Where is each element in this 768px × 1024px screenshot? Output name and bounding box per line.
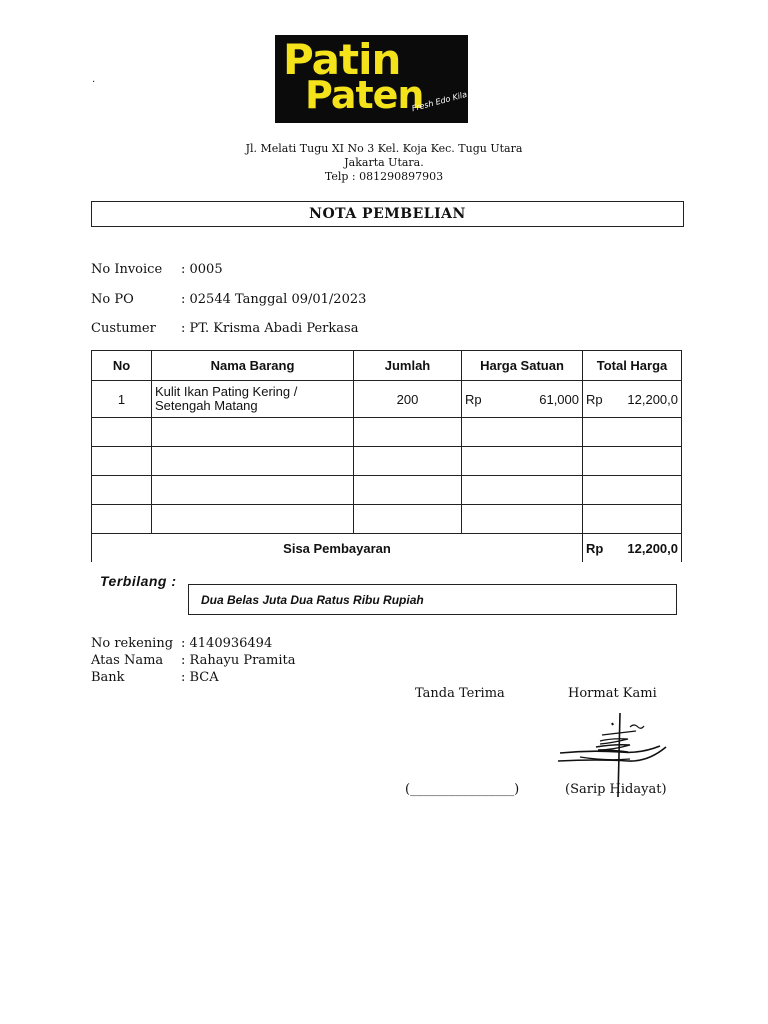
header-total-price: Total Harga (583, 351, 682, 381)
row-item-name (152, 381, 354, 418)
header-no: No (92, 351, 152, 381)
header-unit-price: Harga Satuan (462, 351, 583, 381)
row-quantity: 200 (354, 381, 462, 418)
bank-value: : BCA (181, 670, 219, 685)
customer-value: : PT. Krisma Abadi Perkasa (181, 321, 359, 336)
table-row-empty (92, 418, 682, 447)
item-name-line1: Kulit Ikan Pating Kering / (155, 384, 298, 399)
po-value: : 02544 Tanggal 09/01/2023 (181, 292, 367, 307)
table-header-row (92, 351, 682, 381)
row-total-price (583, 381, 682, 418)
header-item-name: Nama Barang (152, 351, 354, 381)
address-line-1: Jl. Melati Tugu XI No 3 Kel. Koja Kec. Tugu Utara (245, 142, 523, 155)
amount-in-words-box: Dua Belas Juta Dua Ratus Ribu Rupiah (188, 584, 677, 615)
sender-signature-label: Hormat Kami (568, 686, 657, 701)
customer-label: Custumer (91, 321, 156, 336)
logo-text-line2: Paten (305, 73, 424, 117)
document-title: NOTA PEMBELIAN (91, 201, 684, 227)
receiver-signature-label: Tanda Terima (415, 686, 505, 701)
invoice-value: : 0005 (181, 262, 223, 277)
invoice-label: No Invoice (91, 262, 163, 277)
remaining-payment-label: Sisa Pembayaran (92, 534, 583, 563)
address-line-2: Jakarta Utara. (344, 156, 424, 169)
total-price-value: 12,200,0 (627, 391, 678, 407)
row-unit-price (462, 381, 583, 418)
table-row (92, 381, 682, 418)
table-row-empty (92, 505, 682, 534)
po-label: No PO (91, 292, 134, 307)
unit-price-currency: Rp (465, 391, 482, 407)
remaining-payment-cell (583, 534, 682, 563)
row-no: 1 (92, 381, 152, 418)
unit-price-value: 61,000 (539, 391, 579, 407)
account-number-value: : 4140936494 (181, 636, 273, 651)
company-logo (275, 35, 468, 123)
remaining-payment-row (92, 534, 682, 563)
remaining-payment-currency: Rp (586, 540, 604, 556)
remaining-payment-value: 12,200,0 (627, 540, 678, 556)
account-name-value: : Rahayu Pramita (181, 653, 296, 668)
item-name-line2: Setengah Matang (155, 398, 258, 413)
logo-tagline: Fresh Edo Kila (410, 89, 468, 114)
bank-label: Bank (91, 670, 125, 685)
logo-text-line1: Patin (283, 35, 401, 84)
header-quantity: Jumlah (354, 351, 462, 381)
account-number-label: No rekening (91, 636, 174, 651)
stray-dot: . (92, 74, 96, 85)
amount-in-words-label: Terbilang : (100, 573, 177, 589)
items-table (91, 350, 682, 562)
phone-number: Telp : 081290897903 (324, 170, 444, 183)
table-row-empty (92, 447, 682, 476)
receiver-signature-line: (________________) (405, 782, 520, 797)
table-row-empty (92, 476, 682, 505)
total-price-currency: Rp (586, 391, 603, 407)
sender-name: (Sarip Hidayat) (565, 782, 667, 797)
account-name-label: Atas Nama (91, 653, 164, 668)
